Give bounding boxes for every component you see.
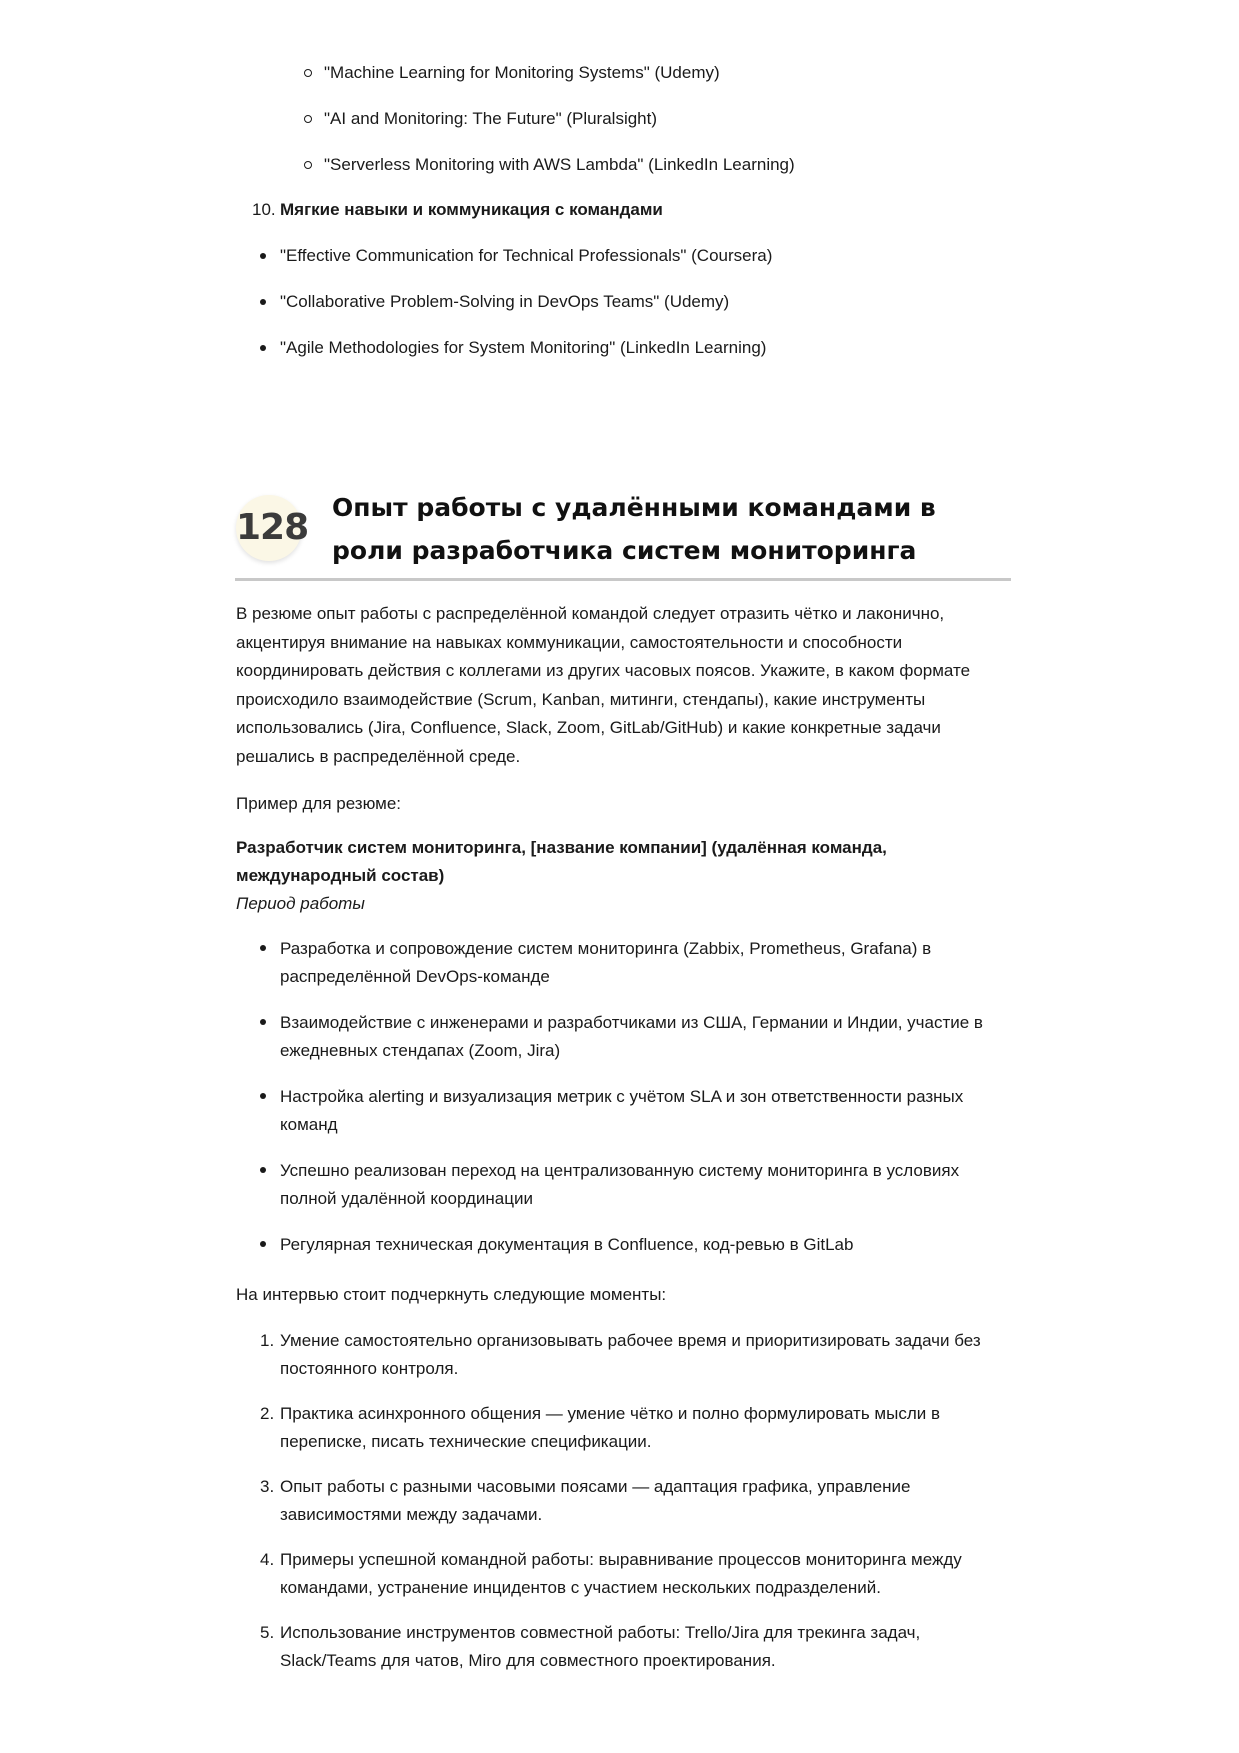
disc-bullet-icon [260, 345, 266, 351]
disc-bullet-icon [260, 1167, 266, 1173]
list-item: "Machine Learning for Monitoring Systems" (Udemy) [324, 60, 795, 106]
disc-bullet-icon [260, 1093, 266, 1099]
numbered-heading-item [252, 197, 663, 223]
interview-points-list [260, 1327, 1010, 1692]
circle-bullet-icon [304, 161, 312, 169]
duties-list [280, 935, 1010, 1277]
circle-bullet-icon [304, 115, 312, 123]
list-item: Разработка и сопровождение систем мониторинга (Zabbix, Prometheus, Grafana) в распределённой DevOps-команде [280, 935, 1010, 991]
list-item: Взаимодействие с инженерами и разработчиками из США, Германии и Индии, участие в ежедневных стендапах (Zoom, Jira) [280, 1009, 1010, 1065]
list-item: 4. Примеры успешной командной работы: выравнивание процессов мониторинга между командами, устранение инцидентов с участием нескольких подразделений. [260, 1550, 962, 1597]
intro-paragraph: В резюме опыт работы с распределённой командой следует отразить чётко и лаконично, акцентируя внимание на навыках коммуникации, самостоятельности и способности координировать действия с коллегами из других часовых поясов. Укажите, в каком формате происходило взаимодействие (Scrum, Kanban, митинги, стендапы), какие инструменты использовались (Jira, Confluence, Slack, Zoom, GitLab/GitHub) и какие конкретные задачи решались в распределённой среде. [236, 604, 971, 766]
section-title: Опыт работы с удалёнными командами в роли разработчика систем мониторинга [332, 493, 936, 565]
list-item: "Agile Methodologies for System Monitoring" (LinkedIn Learning) [280, 335, 772, 381]
section-number-badge: 128 [236, 495, 302, 561]
list-item: 3. Опыт работы с разными часовыми поясами — адаптация графика, управление зависимостями между задачами. [260, 1477, 911, 1524]
item-number: 10. [252, 200, 276, 219]
list-item: Настройка alerting и визуализация метрик с учётом SLA и зон ответственности разных команд [280, 1083, 1010, 1139]
list-item: 5. Использование инструментов совместной работы: Trello/Jira для трекинга задач, Slack/Teams для чатов, Miro для совместного проектирования. [260, 1623, 921, 1670]
list-item: Успешно реализован переход на централизованную систему мониторинга в условиях полной удалённой координации [280, 1157, 1010, 1213]
disc-bullet-icon [260, 253, 266, 259]
disc-bullet-icon [260, 1019, 266, 1025]
list-item: Регулярная техническая документация в Confluence, код-ревью в GitLab [280, 1231, 1010, 1259]
nested-course-list [324, 60, 795, 198]
interview-label: На интервью стоит подчеркнуть следующие моменты: [236, 1285, 667, 1304]
list-item: 1. Умение самостоятельно организовывать рабочее время и приоритизировать задачи без постоянного контроля. [260, 1331, 981, 1378]
circle-bullet-icon [304, 69, 312, 77]
list-item: "Effective Communication for Technical Professionals" (Coursera) [280, 243, 772, 289]
list-item: "Collaborative Problem-Solving in DevOps Teams" (Udemy) [280, 289, 772, 335]
job-title: Разработчик систем мониторинга, [название компании] (удалённая команда, международный состав) [236, 838, 887, 885]
disc-bullet-icon [260, 1241, 266, 1247]
item-title: Мягкие навыки и коммуникация с командами [280, 200, 663, 219]
section-header [235, 486, 1011, 581]
list-item: "AI and Monitoring: The Future" (Pluralsight) [324, 106, 795, 152]
disc-bullet-icon [260, 945, 266, 951]
example-label: Пример для резюме: [236, 794, 402, 813]
disc-bullet-icon [260, 299, 266, 305]
job-period: Период работы [236, 894, 365, 913]
list-item: 2. Практика асинхронного общения — умение чётко и полно формулировать мысли в переписке, писать технические спецификации. [260, 1404, 940, 1451]
soft-skills-course-list [280, 243, 772, 381]
list-item: "Serverless Monitoring with AWS Lambda" (LinkedIn Learning) [324, 152, 795, 198]
